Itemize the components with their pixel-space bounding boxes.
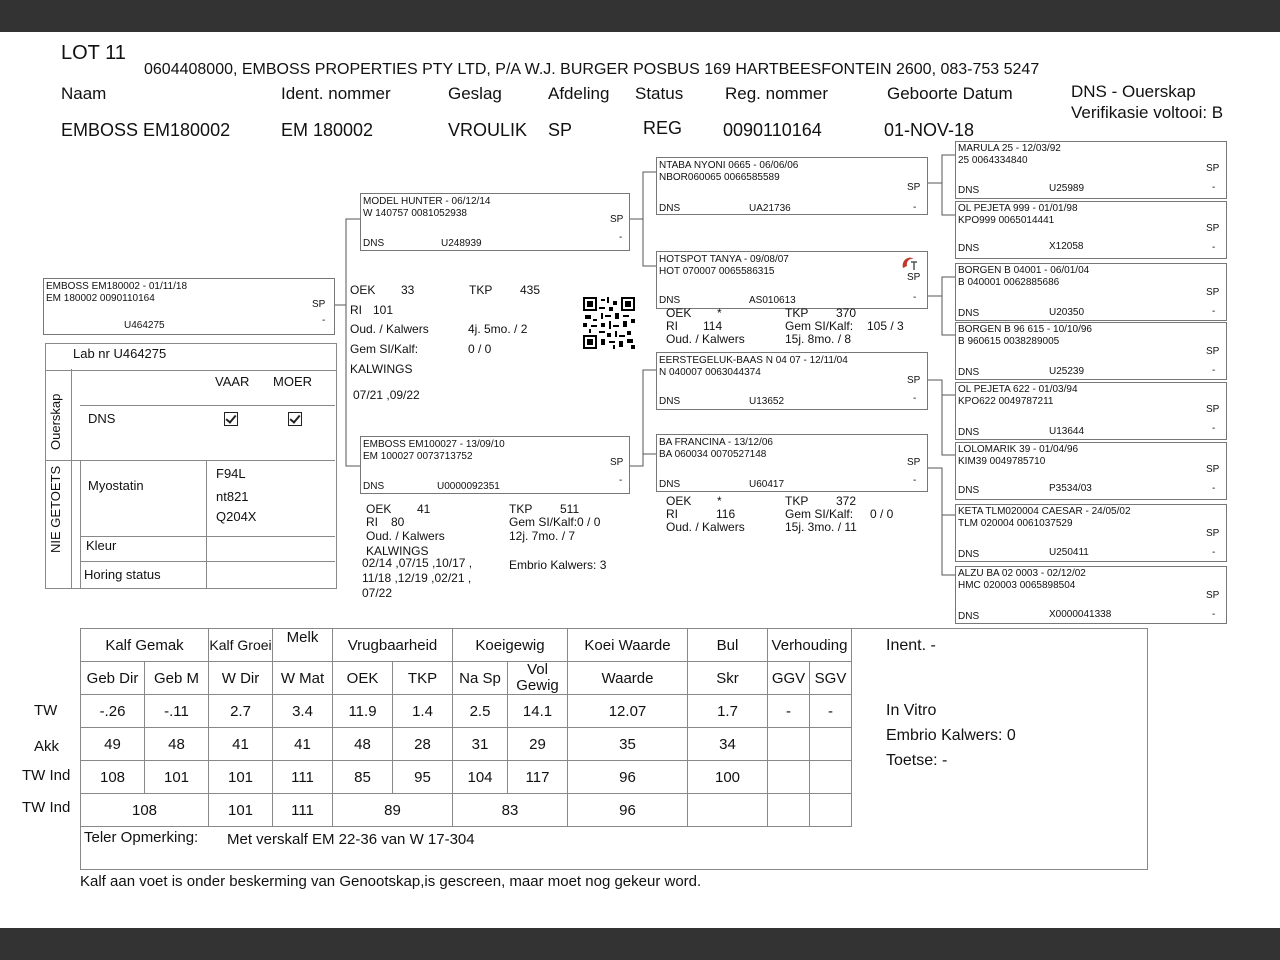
dns-label: DNS [88,411,116,426]
ebv-cell: 89 [333,794,453,827]
moer-dns-check-icon [288,412,302,426]
myostatin-q204x: Q204X [216,509,257,524]
teler-label: Teler Opmerking: [84,829,199,846]
ebv-cell: - [768,695,810,728]
sire-ri-value: 101 [373,303,394,317]
dam-kalwings: KALWINGS [366,544,429,558]
ebv-cell: -.11 [145,695,209,728]
gp-gem-label: Gem SI/Kalf: [785,507,854,521]
myostatin-nt821: nt821 [216,489,249,504]
ggp-sp: SP [1206,464,1220,475]
gp-gem-value: 105 / 3 [867,319,904,333]
value-geslag: VROULIK [448,120,528,140]
sire-oek-value: 33 [401,283,415,297]
dam-tkp-label: TKP [509,502,533,516]
ebv-cell: 48 [333,728,393,761]
col-header: W Mat [273,662,333,695]
col-header: Waarde [568,662,688,695]
gp-ri-value: 116 [716,507,736,521]
subject-line2: EM 180002 0090110164 [46,293,155,304]
myostatin-f94l: F94L [216,466,246,481]
ggp-line2: B 040001 0062885686 [958,277,1060,288]
ggp-sp: SP [1206,163,1220,174]
great-grandparent-box [955,504,1227,562]
ebv-cell: 49 [81,728,145,761]
ggp-sp: SP [1206,287,1220,298]
vaar-dns-check-icon [224,412,238,426]
ggp-line1: OL PEJETA 999 - 01/01/98 [958,203,1078,214]
dam-ri-value: 80 [391,515,405,529]
ebv-cell: 117 [508,761,568,794]
sire-box [360,193,630,251]
owner-line: 0604408000, EMBOSS PROPERTIES PTY LTD, P/A W.J. BURGER POSBUS 169 HARTBEESFONTEIN 2600, 083-753 5247 [144,61,1040,78]
ggp-dash: - [1212,609,1216,620]
ebv-cell: 11.9 [333,695,393,728]
gp-dns: DNS [659,479,681,490]
footer-note: Kalf aan voet is onder beskerming van Genootskap,is gescreen, maar moet nog gekeur word. [80,873,702,890]
lab-number: Lab nr U464275 [73,346,167,361]
value-geboorte: 01-NOV-18 [884,120,975,140]
ggp-line1: KETA TLM020004 CAESAR - 24/05/02 [958,506,1131,517]
gp-line1: NTABA NYONI 0665 - 06/06/06 [659,160,799,171]
association-logo-icon [899,254,919,272]
kleur-label: Kleur [86,538,117,553]
ebv-cell [768,728,810,761]
gp-dash: - [913,393,917,404]
value-reg: 0090110164 [723,120,822,140]
ebv-cell: 1.4 [393,695,453,728]
ebv-cell: 48 [145,728,209,761]
ggp-line2: 25 0064334840 [958,155,1028,166]
ggp-dash: - [1212,182,1216,193]
gp-line1: BA FRANCINA - 13/12/06 [659,437,773,448]
ggp-line2: B 960615 0038289005 [958,336,1060,347]
sire-oek-label: OEK [350,283,376,297]
ebv-cell [688,794,768,827]
ggp-dash: - [1212,423,1216,434]
ebv-row-twind2 [81,794,852,827]
col-header: SGV [810,662,852,695]
ebv-cell: 96 [568,794,688,827]
ebv-cell: 41 [209,728,273,761]
gp-oek-label: OEK [666,306,692,320]
gp-tag: AS010613 [749,295,796,306]
ebv-cell: 14.1 [508,695,568,728]
ggp-dns: DNS [958,611,980,622]
gp-dns: DNS [659,295,681,306]
ggp-dns: DNS [958,243,980,254]
sire-gem-value: 0 / 0 [468,342,492,356]
ebv-cell: 111 [273,794,333,827]
col-header: Skr [688,662,768,695]
group-header: Koei Waarde [568,629,688,662]
gp-gem-value: 0 / 0 [870,507,894,521]
ebv-cell: 95 [393,761,453,794]
ebv-cell: 85 [333,761,393,794]
sire-kalwing-dates: 07/21 ,09/22 [353,388,420,402]
col-header: Geb M [145,662,209,695]
subject-sp: SP [312,299,326,310]
nie-getoets-label: NIE GETOETS [48,465,63,553]
ggp-tag: U250411 [1049,547,1089,558]
dam-ri-label: RI [366,515,378,529]
value-ident: EM 180002 [281,120,374,140]
label-naam: Naam [61,84,107,103]
col-header: Geb Dir [81,662,145,695]
gp-oud-value: 15j. 3mo. / 11 [785,520,857,534]
great-grandparent-box [955,141,1227,199]
sire-tag: U248939 [441,238,482,249]
col-header: OEK [333,662,393,695]
ebv-cell: 101 [209,794,273,827]
toetse-label: Toetse: - [886,752,948,769]
dam-box [360,436,630,494]
gp-ri-value: 114 [703,319,723,333]
sire-dns: DNS [363,238,385,249]
ggp-sp: SP [1206,223,1220,234]
value-naam: EMBOSS EM180002 [61,120,231,140]
dam-oek-value: 41 [417,502,431,516]
grandparent-box [656,352,928,410]
ggp-tag: U25989 [1049,183,1085,194]
gp-oud-value: 15j. 8mo. / 8 [785,332,852,346]
ebv-group-row [81,629,852,662]
lot-number: LOT 11 [61,42,126,64]
group-header: Koeigewig [453,629,568,662]
subject-tag: U464275 [124,320,165,331]
gp-tag: UA21736 [749,203,791,214]
gp-ri-label: RI [666,319,678,333]
gp-dns: DNS [659,396,681,407]
great-grandparent-box [955,382,1227,440]
ebv-cell: 2.5 [453,695,508,728]
row-label-twind: TW Ind [22,767,71,784]
ggp-tag: X0000041338 [1049,609,1112,620]
ebv-cell: 101 [145,761,209,794]
gp-tag: U13652 [749,396,785,407]
gp-oek-value: * [717,494,722,508]
ggp-dns: DNS [958,427,980,438]
gp-line1: HOTSPOT TANYA - 09/08/07 [659,254,789,265]
subject-line1: EMBOSS EM180002 - 01/11/18 [46,281,188,292]
gp-sp: SP [907,182,921,193]
gp-line2: NBOR060065 0066585589 [659,172,780,183]
group-header: Verhouding [768,629,852,662]
ebv-cell [810,794,852,827]
ebv-cell: 96 [568,761,688,794]
embrio-kalwers-label: Embrio Kalwers: 0 [886,727,1016,744]
ggp-tag: P3534/03 [1049,483,1092,494]
ebv-cell [810,761,852,794]
ggp-dns: DNS [958,185,980,196]
grandparent-box [656,434,928,492]
ebv-cell: 3.4 [273,695,333,728]
value-afdeling: SP [548,120,573,140]
ggp-sp: SP [1206,528,1220,539]
label-geslag: Geslag [448,84,502,103]
ebv-cell: 34 [688,728,768,761]
row-label-tw: TW [34,702,58,719]
dam-kalwing-dates: 07/22 [362,586,393,600]
gp-dash: - [913,292,917,303]
sire-gem-label: Gem SI/Kalf: [350,342,419,356]
great-grandparent-box [955,322,1227,380]
dam-dash: - [619,475,623,486]
ggp-tag: U20350 [1049,307,1085,318]
gp-gem-label: Gem SI/Kalf: [785,319,854,333]
sire-tkp-label: TKP [469,283,493,297]
dam-age-calves: 12j. 7mo. / 7 [509,529,576,543]
great-grandparent-box [955,263,1227,321]
col-header: Vol Gewig [508,662,568,695]
ebv-column-row [81,662,852,695]
gp-tag: U60417 [749,479,785,490]
dam-kalwing-dates: 02/14 ,07/15 ,10/17 , [362,556,473,570]
in-vitro-label: In Vitro [886,702,937,719]
ggp-line1: ALZU BA 02 0003 - 02/12/02 [958,568,1086,579]
ebv-cell: 111 [273,761,333,794]
great-grandparent-box [955,566,1227,624]
ebv-cell [768,761,810,794]
ggp-line2: HMC 020003 0065898504 [958,580,1076,591]
vaar-header: VAAR [215,374,250,389]
inent-label: Inent. - [886,637,936,654]
value-status: REG [643,118,683,138]
label-dns: DNS - Ouerskap [1071,82,1196,101]
ebv-row-akk [81,728,852,761]
ebv-cell: 108 [81,761,145,794]
group-header: Kalf Groei [209,629,273,662]
row-label-akk: Akk [34,738,60,755]
moer-header: MOER [273,374,312,389]
ggp-dns: DNS [958,367,980,378]
dam-tkp-value: 511 [560,502,580,516]
ggp-line1: LOLOMARIK 39 - 01/04/96 [958,444,1079,455]
dam-embrio: Embrio Kalwers: 3 [509,558,607,572]
ggp-dash: - [1212,483,1216,494]
ggp-dash: - [1212,306,1216,317]
myostatin-label: Myostatin [88,478,144,493]
dam-oek-label: OEK [366,502,392,516]
dam-line1: EMBOSS EM100027 - 13/09/10 [363,439,505,450]
group-header: Melk [273,629,333,662]
dam-line2: EM 100027 0073713752 [363,451,473,462]
ggp-line1: BORGEN B 96 615 - 10/10/96 [958,324,1092,335]
group-header: Bul [688,629,768,662]
group-header: Kalf Gemak [81,629,209,662]
group-header: Vrugbaarheid [333,629,453,662]
ggp-dns: DNS [958,308,980,319]
ebv-cell [768,794,810,827]
ebv-cell: 28 [393,728,453,761]
label-ident: Ident. nommer [281,84,391,103]
label-reg: Reg. nommer [725,84,828,103]
horing-label: Horing status [84,567,161,582]
ebv-cell: 83 [453,794,568,827]
sire-sp: SP [610,214,624,225]
ggp-tag: U25239 [1049,366,1085,377]
subject-dash: - [322,315,326,326]
ggp-line1: BORGEN B 04001 - 06/01/04 [958,265,1090,276]
ebv-cell: 101 [209,761,273,794]
gp-line2: N 040007 0063044374 [659,367,761,378]
label-verifikasie: Verifikasie voltooi: B [1071,103,1224,122]
grandparent-box [656,251,928,309]
ggp-dash: - [1212,242,1216,253]
ggp-sp: SP [1206,590,1220,601]
gp-dash: - [913,475,917,486]
col-header: Na Sp [453,662,508,695]
gp-line2: BA 060034 0070527148 [659,449,767,460]
gp-line1: EERSTEGELUK-BAAS N 04 07 - 12/11/04 [659,355,848,366]
ebv-cell [810,728,852,761]
gp-ri-label: RI [666,507,678,521]
ebv-cell: 2.7 [209,695,273,728]
gp-sp: SP [907,272,921,283]
dam-kalwing-dates: 11/18 ,12/19 ,02/21 , [362,571,472,585]
ebv-cell: 31 [453,728,508,761]
ggp-sp: SP [1206,346,1220,357]
ggp-dns: DNS [958,485,980,496]
sire-tkp-value: 435 [520,283,541,297]
sire-dash: - [619,232,623,243]
ouerskap-label: Ouerskap [48,393,63,450]
ebv-cell: 29 [508,728,568,761]
ggp-tag: X12058 [1049,241,1084,252]
gp-dash: - [913,202,917,213]
ebv-cell: 108 [81,794,209,827]
ebv-cell: 1.7 [688,695,768,728]
dam-dns: DNS [363,481,385,492]
teler-remark: Met verskalf EM 22-36 van W 17-304 [227,831,475,848]
gp-tkp-label: TKP [785,306,809,320]
gp-sp: SP [907,457,921,468]
ggp-line2: KPO622 0049787211 [958,396,1054,407]
gp-oud-label: Oud. / Kalwers [666,520,745,534]
gp-oek-value: * [717,306,722,320]
ebv-cell: -.26 [81,695,145,728]
ggp-dash: - [1212,547,1216,558]
dam-oud-label: Oud. / Kalwers [366,529,445,543]
ggp-line2: KIM39 0049785710 [958,456,1046,467]
sire-oud-value: 4j. 5mo. / 2 [468,322,528,336]
dam-sp: SP [610,457,624,468]
sire-line1: MODEL HUNTER - 06/12/14 [363,196,491,207]
ebv-cell: 104 [453,761,508,794]
ggp-line1: MARULA 25 - 12/03/92 [958,143,1061,154]
sire-ri-label: RI [350,303,362,317]
ggp-dns: DNS [958,549,980,560]
col-header: GGV [768,662,810,695]
label-afdeling: Afdeling [548,84,610,103]
grandparent-box [656,157,928,215]
gp-tkp-label: TKP [785,494,809,508]
ggp-sp: SP [1206,404,1220,415]
ebv-cell: 12.07 [568,695,688,728]
gp-tkp-value: 370 [836,306,857,320]
gp-dns: DNS [659,203,681,214]
ggp-tag: U13644 [1049,426,1085,437]
dam-tag: U0000092351 [437,481,500,492]
label-geboorte: Geboorte Datum [887,84,1013,103]
ebv-row-twind [81,761,852,794]
ebv-cell: 41 [273,728,333,761]
subject-animal-box [43,278,335,335]
great-grandparent-box [955,201,1227,259]
ebv-row-tw [81,695,852,728]
ggp-line2: KPO999 0065014441 [958,215,1055,226]
col-header: TKP [393,662,453,695]
sire-kalwings: KALWINGS [350,362,413,376]
col-header: W Dir [209,662,273,695]
ebv-table [80,628,852,827]
gp-line2: HOT 070007 0065586315 [659,266,775,277]
sire-line2: W 140757 0081052938 [363,208,467,219]
ebv-cell: 100 [688,761,768,794]
ggp-line1: OL PEJETA 622 - 01/03/94 [958,384,1078,395]
ggp-dash: - [1212,365,1216,376]
gp-sp: SP [907,375,921,386]
ggp-line2: TLM 020004 0061037529 [958,518,1073,529]
label-status: Status [635,84,684,103]
qr-code [583,297,635,349]
gp-oek-label: OEK [666,494,692,508]
dam-gem-label: Gem SI/Kalf:0 / 0 [509,515,601,529]
great-grandparent-box [955,442,1227,500]
ebv-cell: 35 [568,728,688,761]
row-label-twind2: TW Ind [22,799,71,816]
gp-tkp-value: 372 [836,494,857,508]
sire-oud-label: Oud. / Kalwers [350,322,429,336]
gp-oud-label: Oud. / Kalwers [666,332,745,346]
ebv-cell: - [810,695,852,728]
